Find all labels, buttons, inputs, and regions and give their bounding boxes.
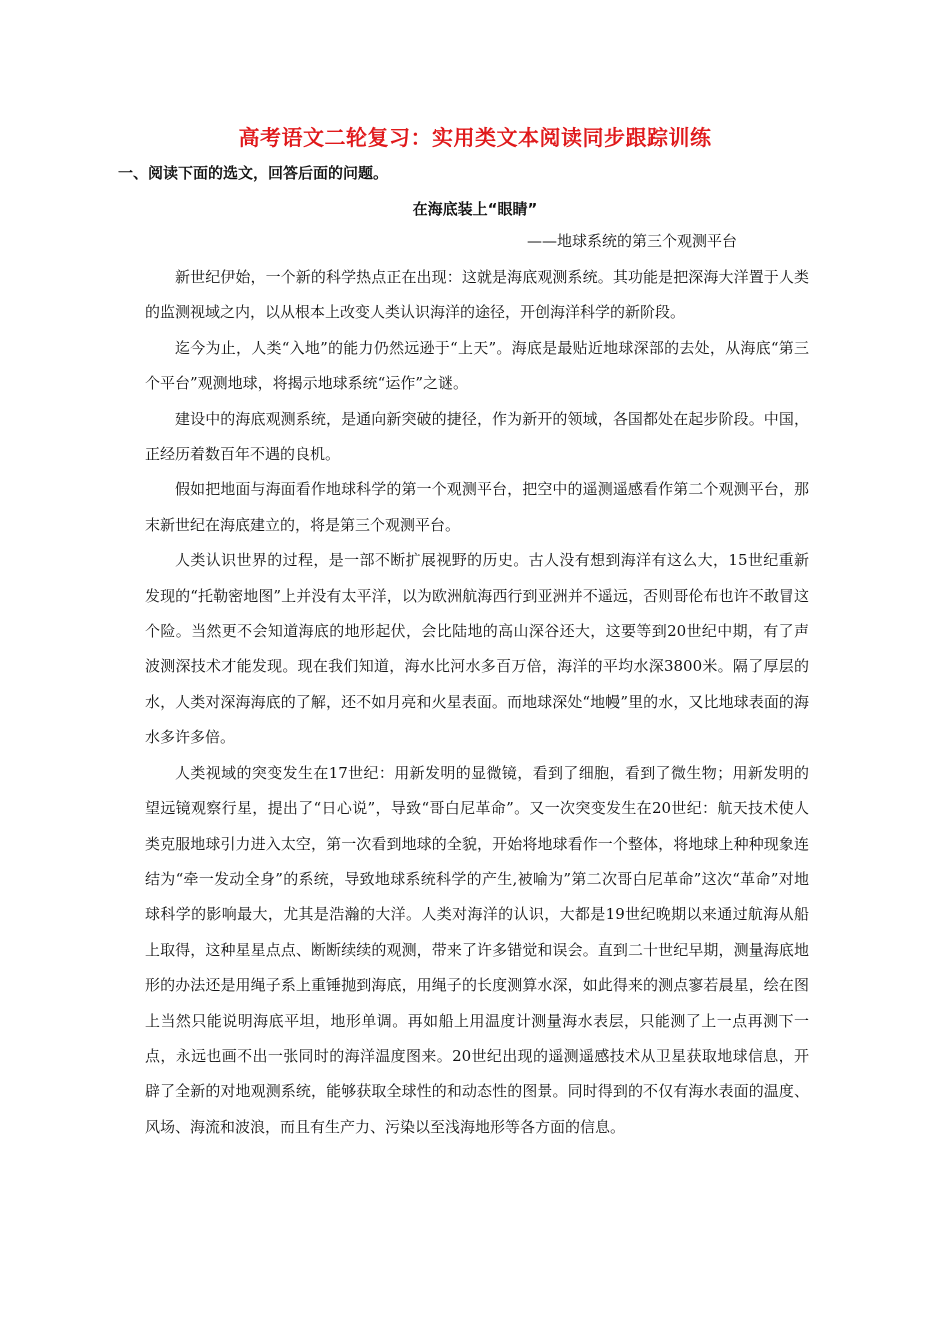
paragraph: 人类视域的突变发生在17世纪：用新发明的显微镜，看到了细胞，看到了微生物；用新发明的望远镜观察行星，提出了“日心说”，导致“哥白尼革命”。又一次突变发生在20世纪：航天技术使人类克服地球引力进入太空，第一次看到地球的全貌，开始将地球看作一个整体，将地球上种种现象连结为“牵一发动全身”的系统，导致地球系统科学的产生,被喻为”第二次哥白尼革命”这次“革命”对地球科学的影响最大，尤其是浩瀚的大洋。人类对海洋的认识，大都是19世纪晚期以来通过航海从船上取得，这种星星点点、断断续续的观测，带来了许多错觉和误会。直到二十世纪早期，测量海底地形的办法还是用绳子系上重锤抛到海底，用绳子的长度测算水深，如此得来的测点寥若晨星，绘在图上当然只能说明海底平坦，地形单调。再如船上用温度计测量海水表层，只能测了上一点再测下一点，永远也画不出一张同时的海洋温度图来。20世纪出现的遥测遥感技术从卫星获取地球信息，开辟了全新的对地观测系统，能够获取全球性的和动态性的图景。同时得到的不仅有海水表面的温度、风场、海流和波浪，而且有生产力、污染以至浅海地形等各方面的信息。	[145, 763, 809, 1136]
paragraph: 人类认识世界的过程，是一部不断扩展视野的历史。古人没有想到海洋有这么大，15世纪重新发现的“托勒密地图”上并没有太平洋，以为欧洲航海西行到亚洲并不遥远，否则哥伦布也许不敢冒这个险。当然更不会知道海底的地形起伏，会比陆地的高山深谷还大，这要等到20世纪中期，有了声波测深技术才能发现。现在我们知道，海水比河水多百万倍，海洋的平均水深3800米。隔了厚层的水，人类对深海海底的了解，还不如月亮和火星表面。而地球深处“地幔”里的水，又比地球表面的海水多许多倍。	[145, 551, 809, 747]
article-subtitle: ——地球系统的第三个观测平台	[527, 232, 738, 250]
article-title: 在海底装上“眼睛”	[412, 200, 538, 218]
document-title: 高考语文二轮复习：实用类文本阅读同步跟踪训练	[238, 126, 712, 150]
paragraph: 建设中的海底观测系统，是通向新突破的捷径，作为新开的领域，各国都处在起步阶段。中国，正经历着数百年不遇的良机。	[145, 409, 809, 464]
paragraph: 迄今为止，人类“入地”的能力仍然远逊于“上天”。海底是最贴近地球深部的去处，从海底“第三个平台”观测地球，将揭示地球系统“运作”之谜。	[145, 338, 809, 393]
paragraph: 假如把地面与海面看作地球科学的第一个观测平台，把空中的遥测遥感看作第二个观测平台，那末新世纪在海底建立的，将是第三个观测平台。	[145, 480, 809, 534]
article-body	[145, 260, 809, 1145]
section-heading: 一、阅读下面的选文，回答后面的问题。	[118, 164, 389, 182]
paragraph: 新世纪伊始，一个新的科学热点正在出现：这就是海底观测系统。其功能是把深海大洋置于人类的监测视域之内，以从根本上改变人类认识海洋的途径，开创海洋科学的新阶段。	[145, 268, 809, 322]
